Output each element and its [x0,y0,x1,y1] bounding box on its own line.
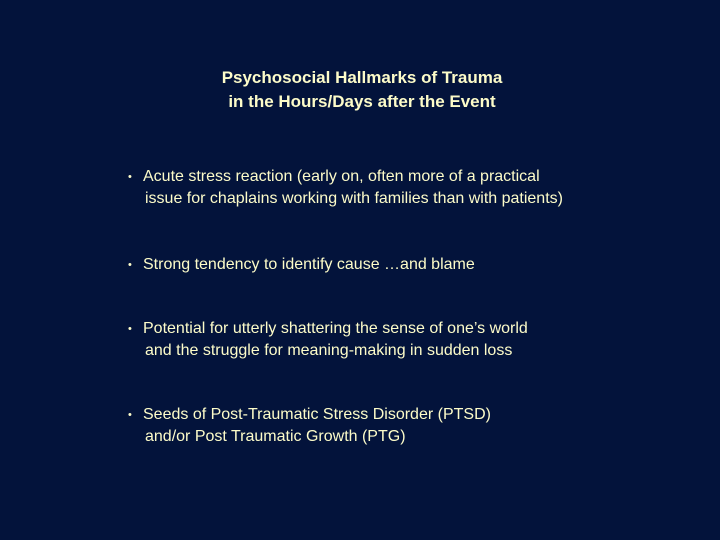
slide-title-line-1: Psychosocial Hallmarks of Trauma [221,68,503,87]
bullet-icon: • [128,259,132,271]
bullet-text-line: Seeds of Post-Traumatic Stress Disorder (PTSD) [143,406,491,423]
bullet-icon: • [128,409,132,421]
bullet-item-identify-cause [128,254,688,276]
bullet-item-acute-stress [128,166,688,210]
bullet-item-ptsd-ptg [128,404,688,448]
bullet-text-line: issue for chaplains working with families than with patients) [145,190,563,207]
bullet-text-line: Strong tendency to identify cause …and blame [143,256,475,273]
bullet-text-line: and/or Post Traumatic Growth (PTG) [145,428,406,445]
slide-title-line-2: in the Hours/Days after the Event [228,92,496,111]
bullet-icon: • [128,323,132,335]
bullet-item-shattering-world [128,318,688,362]
slide-title [0,66,720,114]
bullet-text-line: and the struggle for meaning-making in sudden loss [145,342,513,359]
bullet-icon: • [128,171,132,183]
bullet-text-line: Potential for utterly shattering the sense of one’s world [143,320,528,337]
bullet-text-line: Acute stress reaction (early on, often more of a practical [143,168,540,185]
